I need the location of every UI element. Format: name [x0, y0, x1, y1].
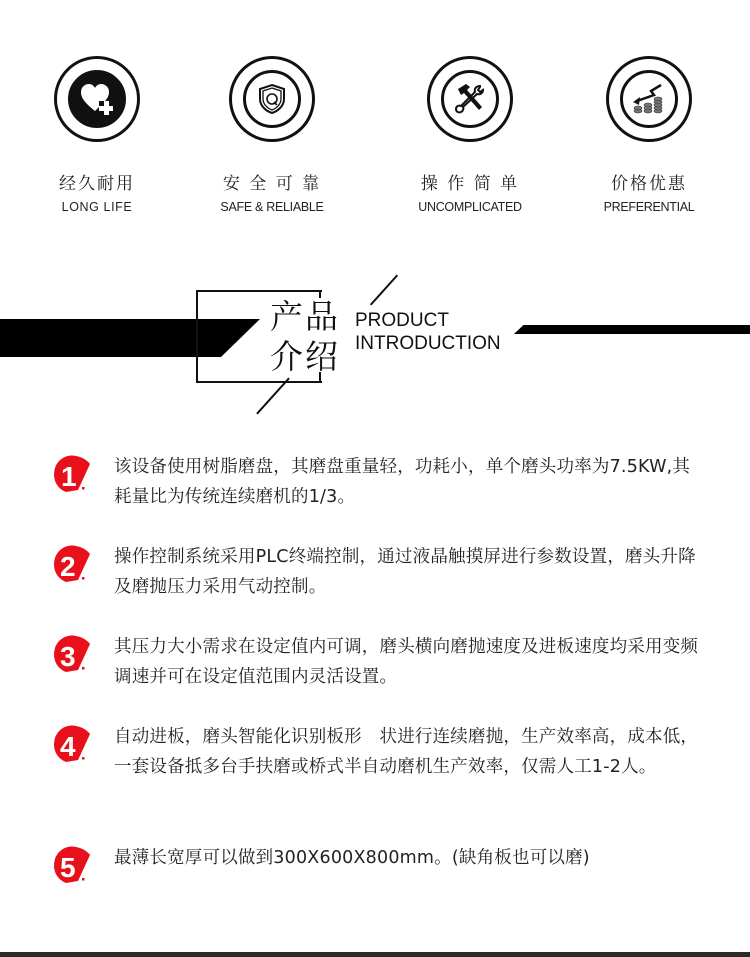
- number-badge-icon: [52, 724, 92, 764]
- feature-title-cn: 价格优惠: [611, 174, 687, 194]
- feature-long-life: [22, 56, 172, 214]
- number-badge-icon: [52, 845, 92, 885]
- number-badge-icon: [52, 634, 92, 674]
- feature-safe-reliable: [197, 56, 347, 214]
- item-text: 该设备使用树脂磨盘，其磨盘重量轻，功耗小，单个磨头功率为7.5KW,其耗量比为传统连续磨机的1/3。: [114, 457, 691, 507]
- feature-title-cn: 经久耐用: [59, 174, 135, 194]
- feature-title-cn: 安 全 可 靠: [222, 174, 322, 194]
- feature-title-en: SAFE & RELIABLE: [220, 200, 324, 214]
- hammer-wrench-icon: [441, 70, 499, 128]
- svg-text:5: 5: [60, 852, 76, 883]
- item-text: 自动进板，磨头智能化识别板形 状进行连续磨抛，生产效率高，成本低， 一套设备抵多台手扶磨或桥式半自动磨机生产效率，仅需人工1-2人。: [114, 727, 708, 777]
- item-text: 其压力大小需求在设定值内可调，磨头横向磨抛速度及进板速度均采用变频调速并可在设定值范围内灵活设置。: [114, 637, 699, 687]
- section-title-en: PRODUCT INTRODUCTION: [355, 310, 501, 354]
- svg-text:4: 4: [60, 731, 76, 762]
- heart-plus-icon: [68, 70, 126, 128]
- svg-text:2: 2: [60, 551, 76, 582]
- decor-bar-right: [514, 325, 750, 334]
- feature-title-en: LONG LIFE: [61, 200, 133, 214]
- feature-ring: [229, 56, 315, 142]
- feature-ring: [606, 56, 692, 142]
- section-title: [0, 265, 750, 415]
- item-text: 最薄长宽厚可以做到300X600X800mm。(缺角板也可以磨): [114, 848, 590, 868]
- features-row: [0, 0, 750, 230]
- feature-ring: [54, 56, 140, 142]
- number-badge-icon: [52, 454, 92, 494]
- feature-preferential: [574, 56, 724, 214]
- feature-ring: [427, 56, 513, 142]
- coins-arrow-icon: [620, 70, 678, 128]
- svg-text:3: 3: [60, 641, 76, 672]
- feature-uncomplicated: [395, 56, 545, 214]
- feature-title-en: PREFERENTIAL: [603, 200, 695, 214]
- feature-title-en: UNCOMPLICATED: [418, 200, 522, 214]
- svg-text:1: 1: [61, 461, 77, 492]
- number-badge-icon: [52, 544, 92, 584]
- section-title-cn: 产品 介绍: [270, 297, 340, 376]
- feature-title-cn: 操 作 简 单: [420, 174, 520, 194]
- footer-bar: [0, 952, 750, 957]
- item-text: 操作控制系统采用PLC终端控制，通过液晶触摸屏进行参数设置，磨头升降及磨抛压力采用气动控制。: [114, 547, 696, 597]
- shield-q-icon: [243, 70, 301, 128]
